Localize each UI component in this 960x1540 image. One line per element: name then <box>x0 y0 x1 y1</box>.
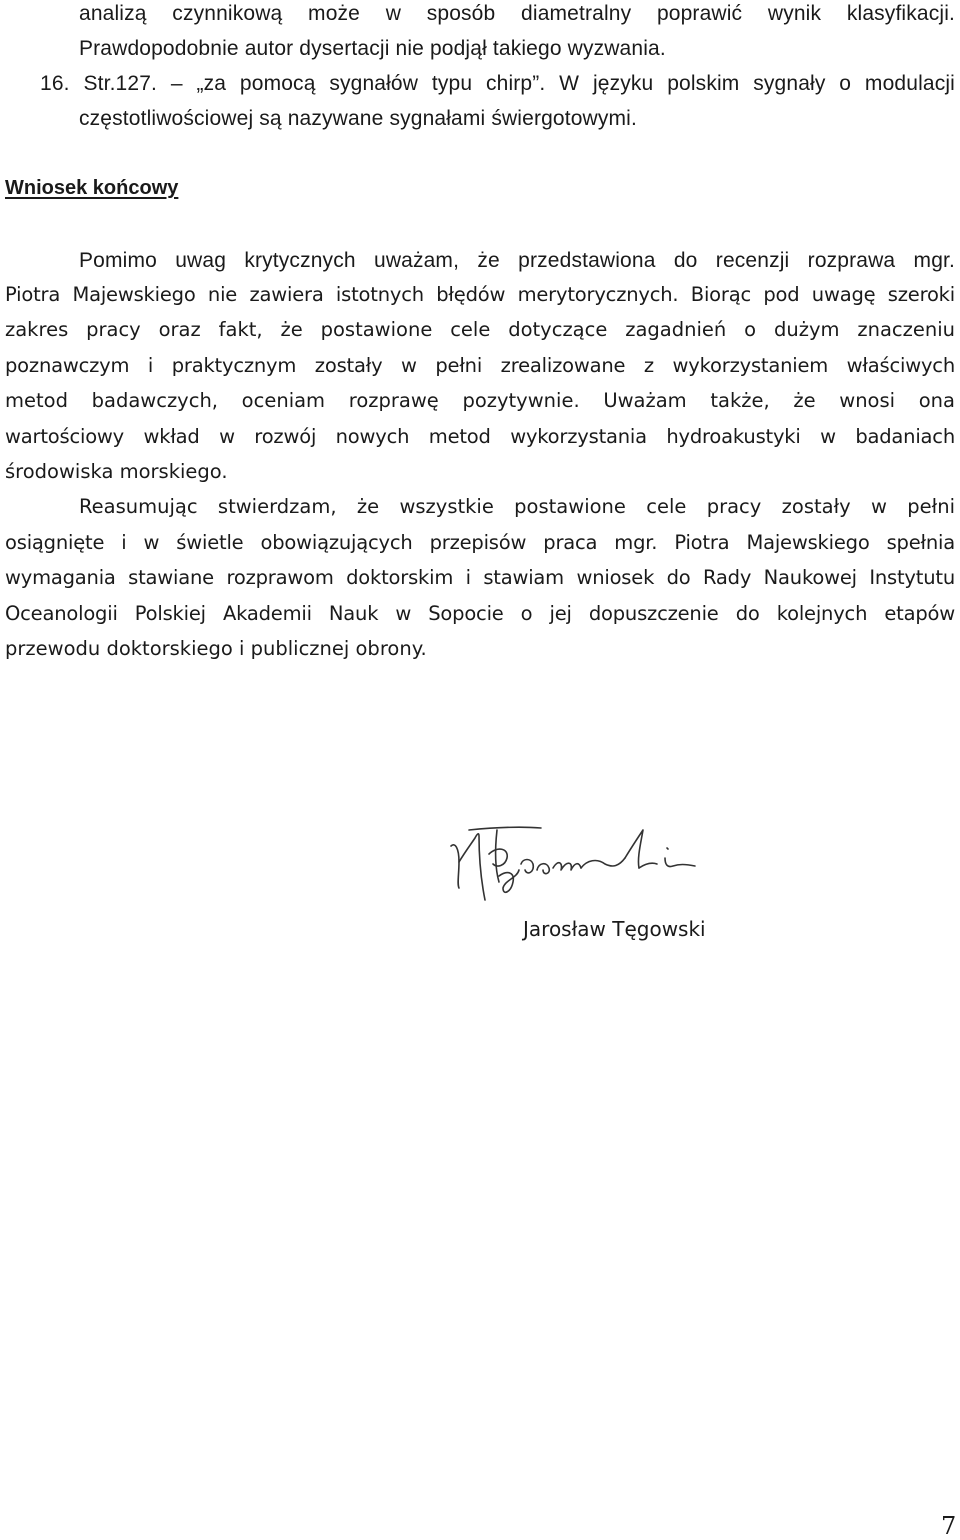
text-line: wartościowy wkład w rozwój nowych metod wykorzystania hydroakustyki w badaniach <box>5 425 955 448</box>
text-line: częstotliwościowej są nazywane sygnałami świergotowymi. <box>79 107 637 130</box>
text-line: środowiska morskiego. <box>5 460 228 483</box>
text-line: Prawdopodobnie autor dysertacji nie podjął takiego wyzwania. <box>79 37 666 60</box>
text-line: 16. Str.127. – „za pomocą sygnałów typu chirp”. W języku polskim sygnały o modulacji <box>40 72 955 95</box>
signature-image <box>445 818 705 914</box>
section-heading: Wniosek końcowy <box>5 177 179 199</box>
text-line: Oceanologii Polskiej Akademii Nauk w Sopocie o jej dopuszczenie do kolejnych etapów <box>5 602 955 625</box>
text-line: poznawczym i praktycznym zostały w pełni zrealizowane z wykorzystaniem właściwych <box>5 354 955 377</box>
text-line: Pomimo uwag krytycznych uważam, że przedstawiona do recenzji rozprawa mgr. <box>79 249 955 272</box>
text-line: przewodu doktorskiego i publicznej obrony. <box>5 637 427 660</box>
text-line: Piotra Majewskiego nie zawiera istotnych błędów merytorycznych. Biorąc pod uwagę szeroki <box>5 283 955 306</box>
text-line: osiągnięte i w świetle obowiązujących przepisów praca mgr. Piotra Majewskiego spełnia <box>5 531 955 554</box>
text-line: zakres pracy oraz fakt, że postawione cele dotyczące zagadnień o dużym znaczeniu <box>5 318 955 341</box>
page-number: 7 <box>941 1512 957 1540</box>
text-line: metod badawczych, oceniam rozprawę pozytywnie. Uważam także, że wnosi ona <box>5 389 955 412</box>
text-line: analizą czynnikową może w sposób diametralny poprawić wynik klasyfikacji. <box>79 2 955 25</box>
signer-name: Jarosław Tęgowski <box>523 917 706 941</box>
text-line: Reasumując stwierdzam, że wszystkie postawione cele pracy zostały w pełni <box>79 495 955 518</box>
text-line: wymagania stawiane rozprawom doktorskim i stawiam wniosek do Rady Naukowej Instytutu <box>5 566 955 589</box>
